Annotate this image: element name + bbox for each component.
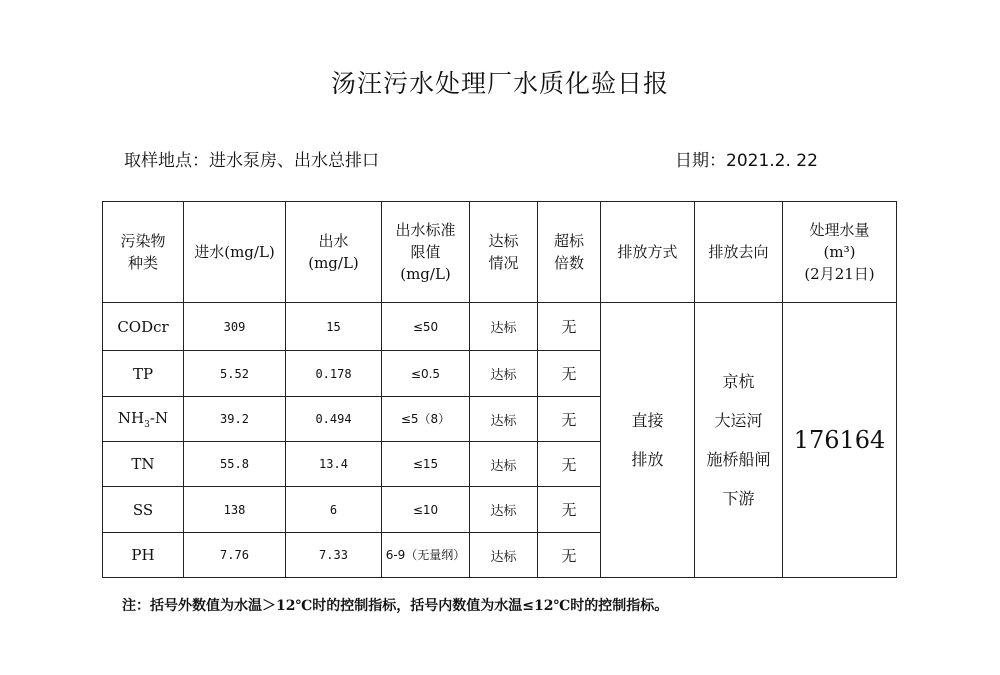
- param-cell: TN: [103, 442, 184, 487]
- exceed-cell: 无: [538, 397, 601, 442]
- exceed-cell: 无: [538, 351, 601, 397]
- influent-cell: 55.8: [184, 442, 286, 487]
- standard-cell: ≤0.5: [382, 351, 470, 397]
- influent-cell: 309: [184, 303, 286, 351]
- param-cell: TP: [103, 351, 184, 397]
- param-cell: $NH_3-N$: [103, 397, 184, 442]
- report-title: 汤汪污水处理厂水质化验日报: [330, 69, 669, 98]
- standard-cell: ≤50: [382, 303, 470, 351]
- header-exceed: 超标 倍数: [538, 202, 601, 303]
- status-cell: 达标: [470, 487, 538, 533]
- header-effluent: 出水 (mg/L): [286, 202, 382, 303]
- footnote: 注：括号外数值为水温＞12℃时的控制指标，括号内数值为水温≤12℃时的控制指标。: [122, 598, 669, 614]
- exceed-cell: 无: [538, 533, 601, 578]
- influent-cell: 7.76: [184, 533, 286, 578]
- water-quality-table: [102, 201, 897, 578]
- influent-cell: 5.52: [184, 351, 286, 397]
- status-cell: 达标: [470, 303, 538, 351]
- header-influent: 进水(mg/L): [184, 202, 286, 303]
- standard-cell: ≤10: [382, 487, 470, 533]
- effluent-cell: 15: [286, 303, 382, 351]
- exceed-cell: 无: [538, 442, 601, 487]
- effluent-cell: 13.4: [286, 442, 382, 487]
- header-status: 达标 情况: [470, 202, 538, 303]
- report-date: 日期：2021.2. 22: [675, 151, 818, 171]
- param-cell: CODcr: [103, 303, 184, 351]
- discharge-destination-cell: 京杭 大运河 施桥船闸 下游: [695, 303, 783, 578]
- header-discharge-method: 排放方式: [601, 202, 695, 303]
- standard-cell: ≤5（8）: [382, 397, 470, 442]
- discharge-method-cell: 直接 排放: [601, 303, 695, 578]
- sampling-location: 取样地点：进水泵房、出水总排口: [124, 151, 379, 171]
- header-row: [103, 202, 897, 303]
- effluent-cell: 0.178: [286, 351, 382, 397]
- status-cell: 达标: [470, 442, 538, 487]
- status-cell: 达标: [470, 397, 538, 442]
- status-cell: 达标: [470, 533, 538, 578]
- param-cell: SS: [103, 487, 184, 533]
- status-cell: 达标: [470, 351, 538, 397]
- header-volume: 处理水量 (m³) (2月21日): [783, 202, 897, 303]
- influent-cell: 138: [184, 487, 286, 533]
- param-cell: PH: [103, 533, 184, 578]
- standard-cell: 6-9（无量纲）: [382, 533, 470, 578]
- header-standard: 出水标准 限值 (mg/L): [382, 202, 470, 303]
- influent-cell: 39.2: [184, 397, 286, 442]
- standard-cell: ≤15: [382, 442, 470, 487]
- exceed-cell: 无: [538, 303, 601, 351]
- header-discharge-destination: 排放去向: [695, 202, 783, 303]
- effluent-cell: 0.494: [286, 397, 382, 442]
- header-pollutant: 污染物 种类: [103, 202, 184, 303]
- effluent-cell: 7.33: [286, 533, 382, 578]
- treated-volume-cell: 176164: [783, 303, 897, 578]
- table-row: [103, 303, 897, 351]
- effluent-cell: 6: [286, 487, 382, 533]
- exceed-cell: 无: [538, 487, 601, 533]
